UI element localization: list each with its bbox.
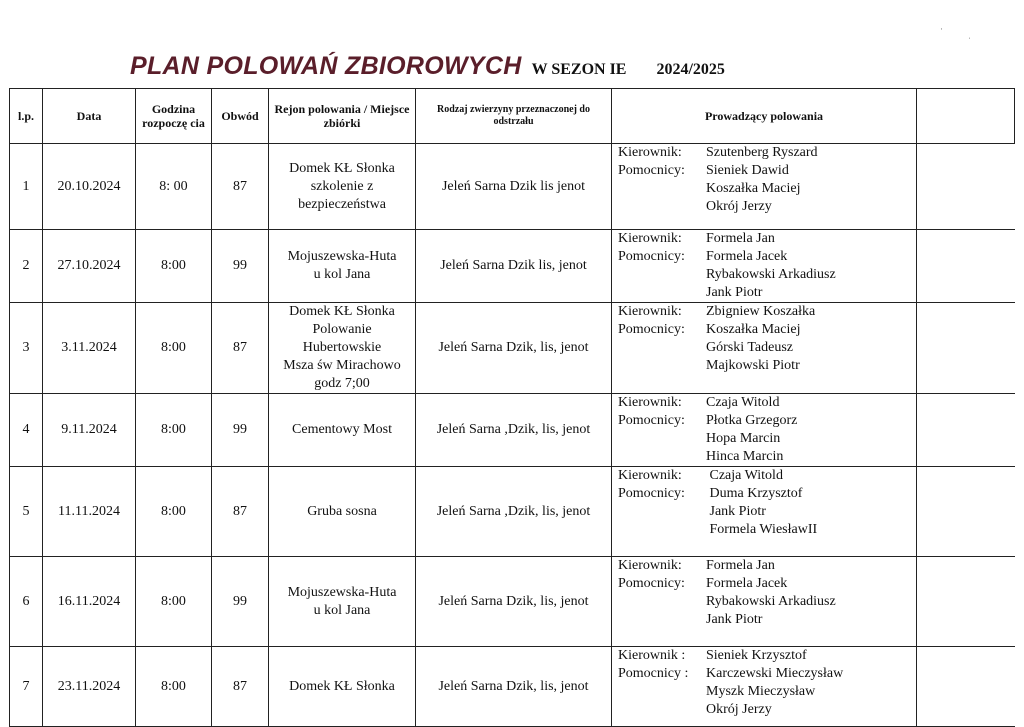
- cell-game: Jeleń Sarna Dzik, lis, jenot: [416, 647, 612, 727]
- title-season: 2024/2025: [656, 61, 725, 78]
- helper-name: Karczewski Mieczysław: [706, 666, 844, 681]
- cell-nr: 2: [10, 230, 43, 303]
- cell-empty: [917, 647, 1015, 727]
- helper-role-label: Pomocnicy:: [618, 486, 685, 501]
- cell-empty: [917, 144, 1015, 230]
- helper-role-label: Pomocnicy:: [618, 249, 685, 264]
- table-row: [10, 394, 1015, 467]
- cell-empty: [917, 230, 1015, 303]
- cell-date: 27.10.2024: [43, 230, 136, 303]
- helper-name: Rybakowski Arkadiusz: [706, 594, 836, 609]
- helper-name: Koszałka Maciej: [706, 322, 801, 337]
- leader-name: Formela Jan: [706, 558, 775, 573]
- cell-game: Jeleń Sarna ,Dzik, lis, jenot: [416, 394, 612, 467]
- helper-name: Okrój Jerzy: [706, 702, 772, 717]
- cell-nr: 3: [10, 303, 43, 394]
- cell-date: 3.11.2024: [43, 303, 136, 394]
- cell-game: Jeleń Sarna Dzik, lis, jenot: [416, 303, 612, 394]
- helper-name: Płotka Grzegorz: [706, 413, 798, 428]
- helper-name: Majkowski Piotr: [706, 358, 800, 373]
- cell-region: Domek KŁ Słonka szkolenie z bezpieczeństwa: [269, 144, 416, 230]
- helper-name: Jank Piotr: [706, 285, 763, 300]
- cell-district: 87: [212, 303, 269, 394]
- col-header-empty: [917, 89, 1015, 144]
- leader-role-label: Kierownik:: [618, 468, 682, 483]
- col-header-game: Rodzaj zwierzyny przeznaczonej do odstrzału: [416, 89, 612, 144]
- col-header-lp: l.p.: [10, 89, 43, 144]
- cell-nr: 5: [10, 467, 43, 557]
- cell-hour: 8:00: [136, 557, 212, 647]
- title-main: PLAN POLOWAŃ ZBIOROWYCH: [130, 52, 522, 80]
- helper-role-label: Pomocnicy:: [618, 322, 685, 337]
- helper-name: Rybakowski Arkadiusz: [706, 267, 836, 282]
- cell-empty: [917, 467, 1015, 557]
- helper-name: Duma Krzysztof: [706, 486, 803, 501]
- helper-name: Formela Jacek: [706, 249, 788, 264]
- leader-role-label: Kierownik:: [618, 395, 682, 410]
- cell-hour: 8:00: [136, 467, 212, 557]
- cell-region: Mojuszewska-Huta u kol Jana: [269, 557, 416, 647]
- cell-date: 20.10.2024: [43, 144, 136, 230]
- cell-hour: 8:00: [136, 230, 212, 303]
- cell-region: Cementowy Most: [269, 394, 416, 467]
- leader-name: Sieniek Krzysztof: [706, 648, 807, 663]
- hunt-plan-table: [9, 88, 1015, 727]
- cell-district: 99: [212, 557, 269, 647]
- helper-name: Sieniek Dawid: [706, 163, 789, 178]
- cell-nr: 1: [10, 144, 43, 230]
- cell-hour: 8:00: [136, 647, 212, 727]
- helper-name: Hinca Marcin: [706, 449, 784, 464]
- helper-role-label: Pomocnicy:: [618, 576, 685, 591]
- table-row: [10, 647, 1015, 727]
- table-row: [10, 144, 1015, 230]
- cell-game: Jeleń Sarna Dzik, lis, jenot: [416, 557, 612, 647]
- leader-role-label: Kierownik :: [618, 648, 686, 663]
- cell-nr: 7: [10, 647, 43, 727]
- cell-district: 87: [212, 144, 269, 230]
- table-row: [10, 467, 1015, 557]
- leader-name: Czaja Witold: [706, 395, 780, 410]
- document-title: [130, 52, 725, 81]
- cell-district: 87: [212, 647, 269, 727]
- cell-hour: 8: 00: [136, 144, 212, 230]
- cell-district: 87: [212, 467, 269, 557]
- helper-name: Hopa Marcin: [706, 431, 781, 446]
- helper-name: Jank Piotr: [706, 612, 763, 627]
- cell-leaders: [612, 144, 917, 230]
- cell-nr: 6: [10, 557, 43, 647]
- cell-nr: 4: [10, 394, 43, 467]
- cell-date: 11.11.2024: [43, 467, 136, 557]
- leader-role-label: Kierownik:: [618, 304, 682, 319]
- cell-empty: [917, 557, 1015, 647]
- cell-leaders: [612, 467, 917, 557]
- leader-name: Zbigniew Koszałka: [706, 304, 816, 319]
- cell-empty: [917, 394, 1015, 467]
- cell-leaders: [612, 647, 917, 727]
- leader-name: Czaja Witold: [706, 468, 783, 483]
- col-header-hour: Godzina rozpoczę cia: [136, 89, 212, 144]
- col-header-leaders: Prowadzący polowania: [612, 89, 917, 144]
- cell-date: 16.11.2024: [43, 557, 136, 647]
- cell-date: 9.11.2024: [43, 394, 136, 467]
- col-header-date: Data: [43, 89, 136, 144]
- table-row: [10, 230, 1015, 303]
- helper-role-label: Pomocnicy:: [618, 413, 685, 428]
- cell-hour: 8:00: [136, 303, 212, 394]
- helper-role-label: Pomocnicy :: [618, 666, 689, 681]
- leader-role-label: Kierownik:: [618, 145, 682, 160]
- cell-leaders: [612, 394, 917, 467]
- helper-name: Jank Piotr: [706, 504, 766, 519]
- cell-region: Gruba sosna: [269, 467, 416, 557]
- helper-name: Okrój Jerzy: [706, 199, 772, 214]
- helper-name: Formela WiesławII: [706, 522, 818, 537]
- cell-region: Domek KŁ Słonka Polowanie Hubertowskie Msza św Mirachowo godz 7;00: [269, 303, 416, 394]
- table-header-row: [10, 89, 1015, 144]
- cell-district: 99: [212, 394, 269, 467]
- col-header-district: Obwód: [212, 89, 269, 144]
- cell-leaders: [612, 303, 917, 394]
- cell-region: Mojuszewska-Huta u kol Jana: [269, 230, 416, 303]
- helper-name: Formela Jacek: [706, 576, 788, 591]
- table-row: [10, 303, 1015, 394]
- col-header-region: Rejon polowania / Miejsce zbiórki: [269, 89, 416, 144]
- leader-role-label: Kierownik:: [618, 558, 682, 573]
- scan-mark: ·: [940, 24, 943, 34]
- cell-game: Jeleń Sarna ,Dzik, lis, jenot: [416, 467, 612, 557]
- cell-leaders: [612, 557, 917, 647]
- cell-leaders: [612, 230, 917, 303]
- title-subtitle: W SEZON IE: [531, 61, 627, 78]
- cell-hour: 8:00: [136, 394, 212, 467]
- helper-name: Myszk Mieczysław: [706, 684, 816, 699]
- helper-name: Górski Tadeusz: [706, 340, 794, 355]
- cell-date: 23.11.2024: [43, 647, 136, 727]
- leader-role-label: Kierownik:: [618, 231, 682, 246]
- table-row: [10, 557, 1015, 647]
- cell-empty: [917, 303, 1015, 394]
- leader-name: Szutenberg Ryszard: [706, 145, 818, 160]
- cell-district: 99: [212, 230, 269, 303]
- cell-game: Jeleń Sarna Dzik lis jenot: [416, 144, 612, 230]
- helper-name: Koszałka Maciej: [706, 181, 801, 196]
- scan-mark: ˈ: [968, 36, 971, 46]
- cell-region: Domek KŁ Słonka: [269, 647, 416, 727]
- helper-role-label: Pomocnicy:: [618, 163, 685, 178]
- leader-name: Formela Jan: [706, 231, 775, 246]
- cell-game: Jeleń Sarna Dzik lis, jenot: [416, 230, 612, 303]
